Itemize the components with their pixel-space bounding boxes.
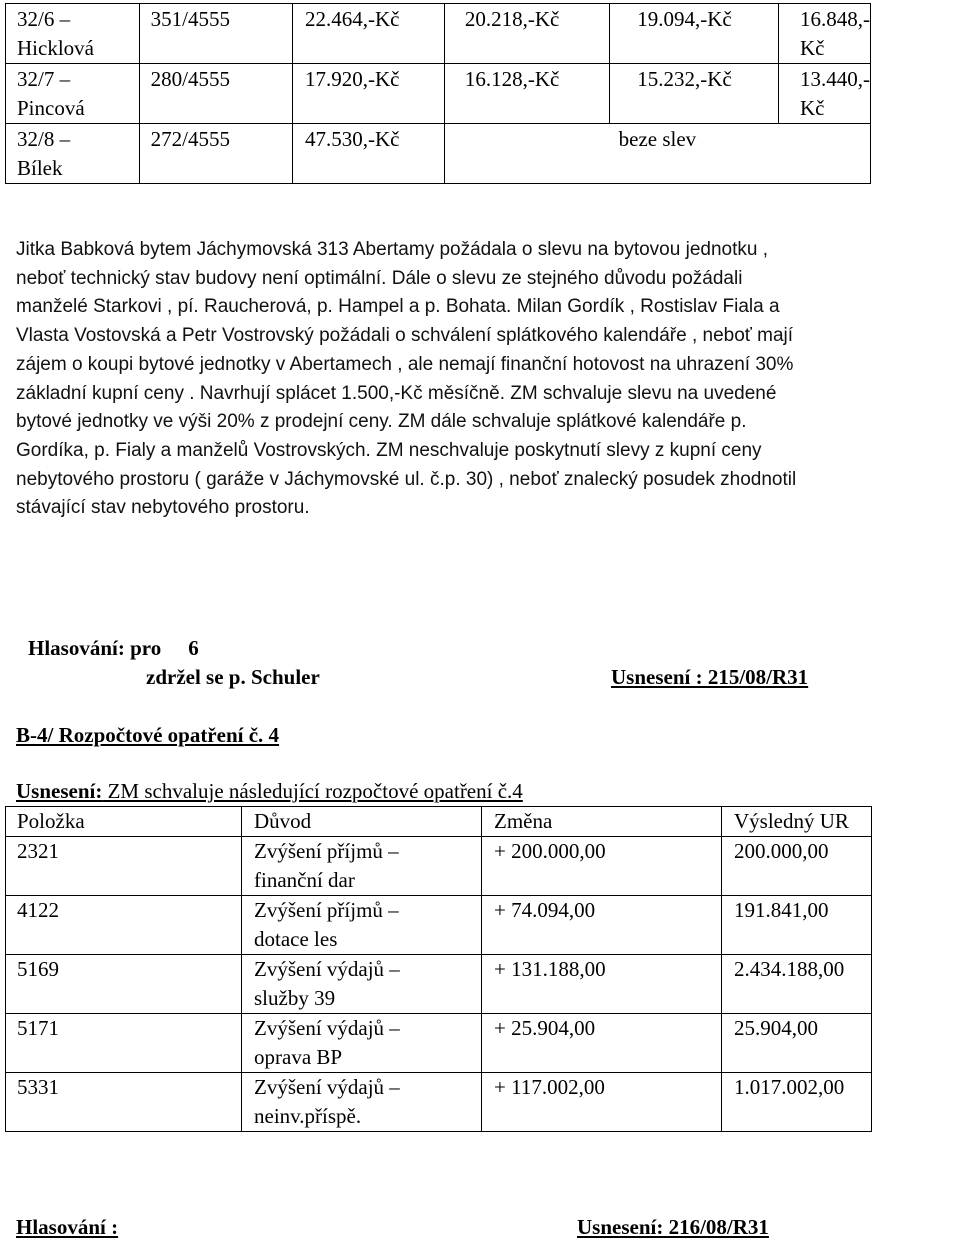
paragraph-line: Vlasta Vostovská a Petr Vostrovský požádali o schválení splátkového kalendáře , neboť mají <box>16 325 794 347</box>
resolution-label: Usnesení: <box>16 779 103 803</box>
abstain-label: zdržel se <box>146 665 224 689</box>
paragraph-line: neboť technický stav budovy není optimální. Dále o slevu ze stejného důvodu požádali <box>16 267 743 289</box>
table-row <box>6 124 871 184</box>
paragraph-line: Jitka Babková bytem Jáchymovská 313 Abertamy požádala o slevu na bytovou jednotku , <box>16 239 768 260</box>
price-cell: 15.232,-Kč <box>610 64 779 124</box>
price-cell: 16.128,-Kč <box>444 64 609 124</box>
paragraph-line: bytové jednotky ve výši 20% z prodejní ceny. ZM dále schvaluje splátkové kalendáře p. <box>16 411 747 433</box>
table-row <box>6 1073 872 1132</box>
change-cell: + 200.000,00 <box>482 837 722 896</box>
change-cell: + 131.188,00 <box>482 955 722 1014</box>
paragraph-line: zájem o koupi bytové jednotky v Abertamech , ale nemají finanční hotovost na uhrazení 30% <box>16 353 794 375</box>
table-header-row <box>6 807 872 837</box>
section-title: B-4/ Rozpočtové opatření č. 4 <box>16 723 280 747</box>
change-cell: + 74.094,00 <box>482 896 722 955</box>
item-cell: 5169 <box>6 955 242 1014</box>
reason-cell: Zvýšení příjmů – dotace les <box>242 896 482 955</box>
result-cell: 2.434.188,00 <box>722 955 872 1014</box>
header-cell: Výsledný UR <box>722 807 872 837</box>
resolution-text <box>16 779 523 804</box>
paragraph-line: základní kupní ceny . Navrhují splácet 1.500,-Kč měsíčně. ZM schvaluje slevu na uvedené <box>16 382 777 404</box>
price-cell: 13.440,-Kč <box>779 64 871 124</box>
apartment-price-table <box>5 3 871 184</box>
item-cell: 2321 <box>6 837 242 896</box>
reason-cell: Zvýšení příjmů – finanční dar <box>242 837 482 896</box>
price-cell: 47.530,-Kč <box>293 124 445 184</box>
share-cell: 351/4555 <box>139 4 292 64</box>
table-row <box>6 4 871 64</box>
table-row <box>6 955 872 1014</box>
unit-cell: 32/8 – Bílek <box>6 124 140 184</box>
vote-label: Hlasování: pro <box>28 636 162 660</box>
header-cell: Důvod <box>242 807 482 837</box>
paragraph-line: nebytového prostoru ( garáže v Jáchymovské ul. č.p. 30) , neboť znalecký posudek zhodnotil <box>16 468 797 490</box>
header-cell: Položka <box>6 807 242 837</box>
share-cell: 272/4555 <box>139 124 292 184</box>
price-cell: 19.094,-Kč <box>610 4 779 64</box>
price-cell: 20.218,-Kč <box>444 4 609 64</box>
paragraph-line: stávající stav nebytového prostoru. <box>16 497 310 519</box>
reason-cell: Zvýšení výdajů – oprava BP <box>242 1014 482 1073</box>
price-cell: 17.920,-Kč <box>293 64 445 124</box>
vote-label-2: Hlasování : <box>16 1215 119 1239</box>
vote-result <box>28 636 199 661</box>
share-cell: 280/4555 <box>139 64 292 124</box>
result-cell: 1.017.002,00 <box>722 1073 872 1132</box>
table-row <box>6 64 871 124</box>
resolution-number: Usnesení : 215/08/R31 <box>611 665 809 689</box>
reason-cell: Zvýšení výdajů – neinv.příspě. <box>242 1073 482 1132</box>
item-cell: 5331 <box>6 1073 242 1132</box>
change-cell: + 117.002,00 <box>482 1073 722 1132</box>
abstain-name: p. Schuler <box>228 665 320 689</box>
budget-table <box>5 806 872 1132</box>
vote-count: 6 <box>188 636 199 660</box>
discount-paragraph <box>16 236 951 523</box>
change-cell: + 25.904,00 <box>482 1014 722 1073</box>
result-cell: 191.841,00 <box>722 896 872 955</box>
table-row <box>6 896 872 955</box>
reason-cell: Zvýšení výdajů – služby 39 <box>242 955 482 1014</box>
price-cell: 22.464,-Kč <box>293 4 445 64</box>
abstain-line <box>146 665 320 690</box>
unit-cell: 32/7 – Pincová <box>6 64 140 124</box>
result-cell: 200.000,00 <box>722 837 872 896</box>
table-row <box>6 1014 872 1073</box>
paragraph-line: manželé Starkovi , pí. Raucherová, p. Hampel a p. Bohata. Milan Gordík , Rostislav Fiala a <box>16 296 780 318</box>
no-discount-cell: beze slev <box>444 124 870 184</box>
unit-cell: 32/6 – Hicklová <box>6 4 140 64</box>
resolution-number-2: Usnesení: 216/08/R31 <box>577 1215 769 1239</box>
table-row <box>6 837 872 896</box>
price-cell: 16.848,-Kč <box>779 4 871 64</box>
item-cell: 5171 <box>6 1014 242 1073</box>
resolution-body: ZM schvaluje následující rozpočtové opatření č.4 <box>102 779 523 803</box>
item-cell: 4122 <box>6 896 242 955</box>
paragraph-line: Gordíka, p. Fialy a manželů Vostrovských. ZM neschvaluje poskytnutí slevy z kupní ceny <box>16 439 762 461</box>
result-cell: 25.904,00 <box>722 1014 872 1073</box>
header-cell: Změna <box>482 807 722 837</box>
